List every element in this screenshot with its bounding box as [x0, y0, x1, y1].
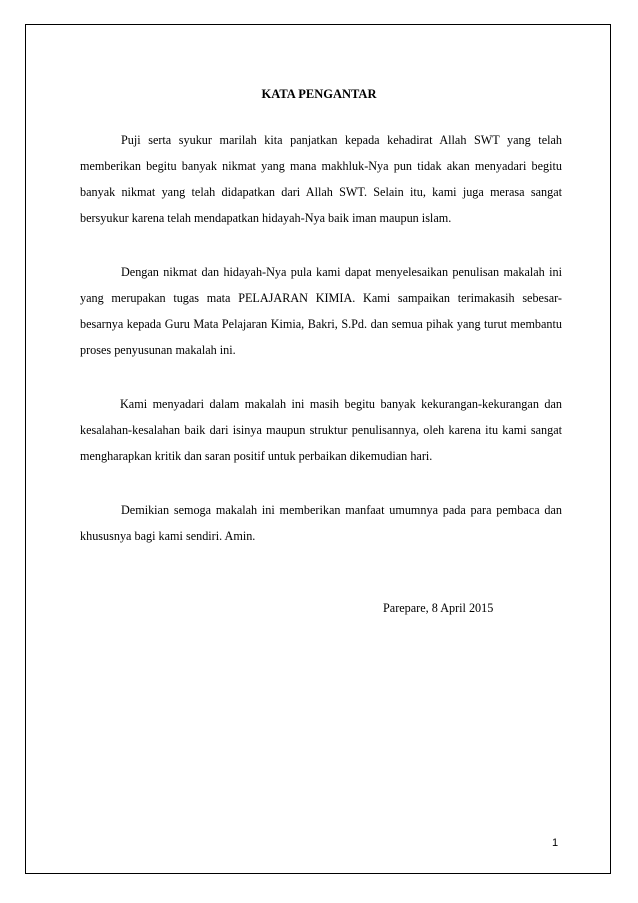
place-date: Parepare, 8 April 2015	[383, 601, 494, 615]
document-title-text: KATA PENGANTAR	[261, 87, 377, 101]
page-number: 1	[552, 837, 559, 849]
document-title	[0, 86, 638, 102]
paragraph-opening-gratitude: Puji serta syukur marilah kita panjatkan kepada kehadirat Allah SWT yang telah memberikan begitu banyak nikmat yang mana makhluk-Nya pun tidak akan menyadari begitu banyak nikmat yang telah didapatkan dari Allah SWT. Selain itu, kami juga merasa sangat bersyukur karena telah mendapatkan hidayah-Nya baik iman maupun islam.	[80, 133, 562, 225]
paragraph-closing: Demikian semoga makalah ini memberikan manfaat umumnya pada para pembaca dan khususnya bagi kami sendiri. Amin.	[80, 503, 562, 543]
paragraph-acknowledgement: Dengan nikmat dan hidayah-Nya pula kami dapat menyelesaikan penulisan makalah ini yang merupakan tugas mata PELAJARAN KIMIA. Kami sampaikan terimakasih sebesar-besarnya kepada Guru Mata Pelajaran Kimia, Bakri, S.Pd. dan semua pihak yang turut membantu proses penyusunan makalah ini.	[80, 265, 562, 357]
paragraph-shortcomings: Kami menyadari dalam makalah ini masih begitu banyak kekurangan-kekurangan dan kesalahan-kesalahan baik dari isinya maupun struktur penulisannya, oleh karena itu kami sangat mengharapkan kritik dan saran positif untuk perbaikan dikemudian hari.	[80, 397, 562, 463]
